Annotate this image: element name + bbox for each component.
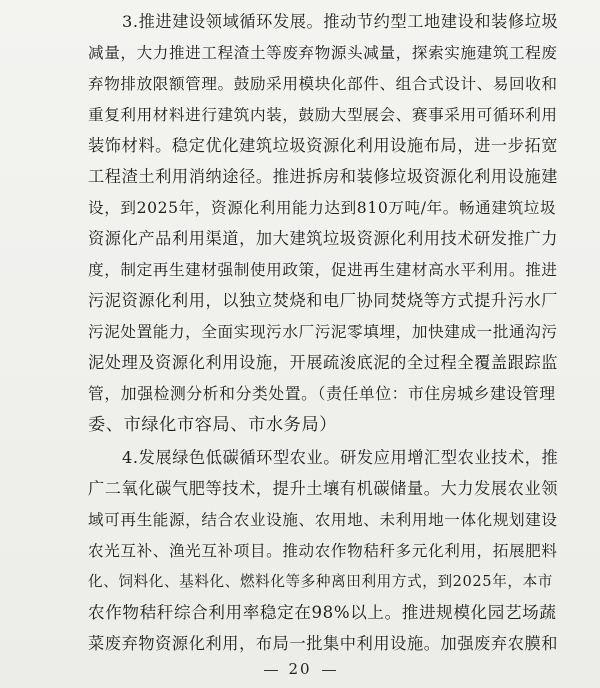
text-line: 工程渣土利用消纳途径。推进拆房和装修垃圾资源化利用设施建 bbox=[88, 167, 559, 186]
text-line: 菜废弃物资源化利用，布局一批集中利用设施。加强废弃农膜和 bbox=[88, 634, 559, 653]
paragraph-heading: 4.发展绿色低碳循环型农业。研发应用增汇型农业技术，推 bbox=[122, 448, 559, 467]
footer-dash-right bbox=[322, 670, 336, 671]
paragraph-heading: 3.推进建设领域循环发展。推动节约型工地建设和装修垃圾 bbox=[122, 12, 559, 31]
page-footer bbox=[0, 660, 600, 678]
text-line: 度，制定再生建材强制使用政策，促进再生建材高水平利用。推进 bbox=[88, 261, 558, 279]
text-line: 减量，大力推进工程渣土等废弃物源头减量，探索实施建筑工程废 bbox=[88, 44, 558, 62]
text-line: 弃物排放限额管理。鼓励采用模块化部件、组合式设计、易回收和 bbox=[88, 75, 558, 93]
footer-dash-left bbox=[264, 670, 278, 671]
text-line: 设，到2025年，资源化利用能力达到810万吨/年。畅通建筑垃圾 bbox=[88, 199, 557, 217]
text-line: 农光互补、渔光互补项目。推动农作物秸秆多元化利用，拓展肥料 bbox=[88, 542, 558, 560]
text-line: 重复利用材料进行建筑内装，鼓励大型展会、赛事采用可循环利用 bbox=[88, 106, 558, 124]
text-line: 污泥处置能力，全面实现污水厂污泥零填埋，加快建成一批通沟污 bbox=[88, 323, 558, 341]
text-line: 装饰材料。稳定优化建筑垃圾资源化利用设施布局，进一步拓宽 bbox=[88, 136, 559, 155]
page-number: 20 bbox=[288, 660, 312, 678]
text-line: 资源化产品利用渠道，加大建筑垃圾资源化利用技术研发推广力 bbox=[88, 229, 559, 248]
text-line: 泥处理及资源化利用设施，开展疏浚底泥的全过程全覆盖跟踪监 bbox=[88, 353, 559, 372]
text-line: 委、市绿化市容局、市水务局） bbox=[88, 415, 338, 435]
text-line: 域可再生能源，结合农业设施、农用地、未利用地一体化规划建设 bbox=[88, 511, 558, 529]
text-line: 农作物秸秆综合利用率稳定在98%以上。推进规模化园艺场蔬 bbox=[88, 603, 557, 622]
text-line: 污泥资源化利用，以独立焚烧和电厂协同焚烧等方式提升污水厂 bbox=[88, 291, 559, 310]
text-line: 广二氧化碳气肥等技术，提升土壤有机碳储量。大力发展农业领 bbox=[88, 479, 559, 498]
text-line: 化、饲料化、基料化、燃料化等多种离田利用方式，到2025年，本市 bbox=[88, 573, 553, 590]
text-line: 管，加强检测分析和分类处置。（责任单位：市住房城乡建设管理 bbox=[88, 384, 556, 403]
